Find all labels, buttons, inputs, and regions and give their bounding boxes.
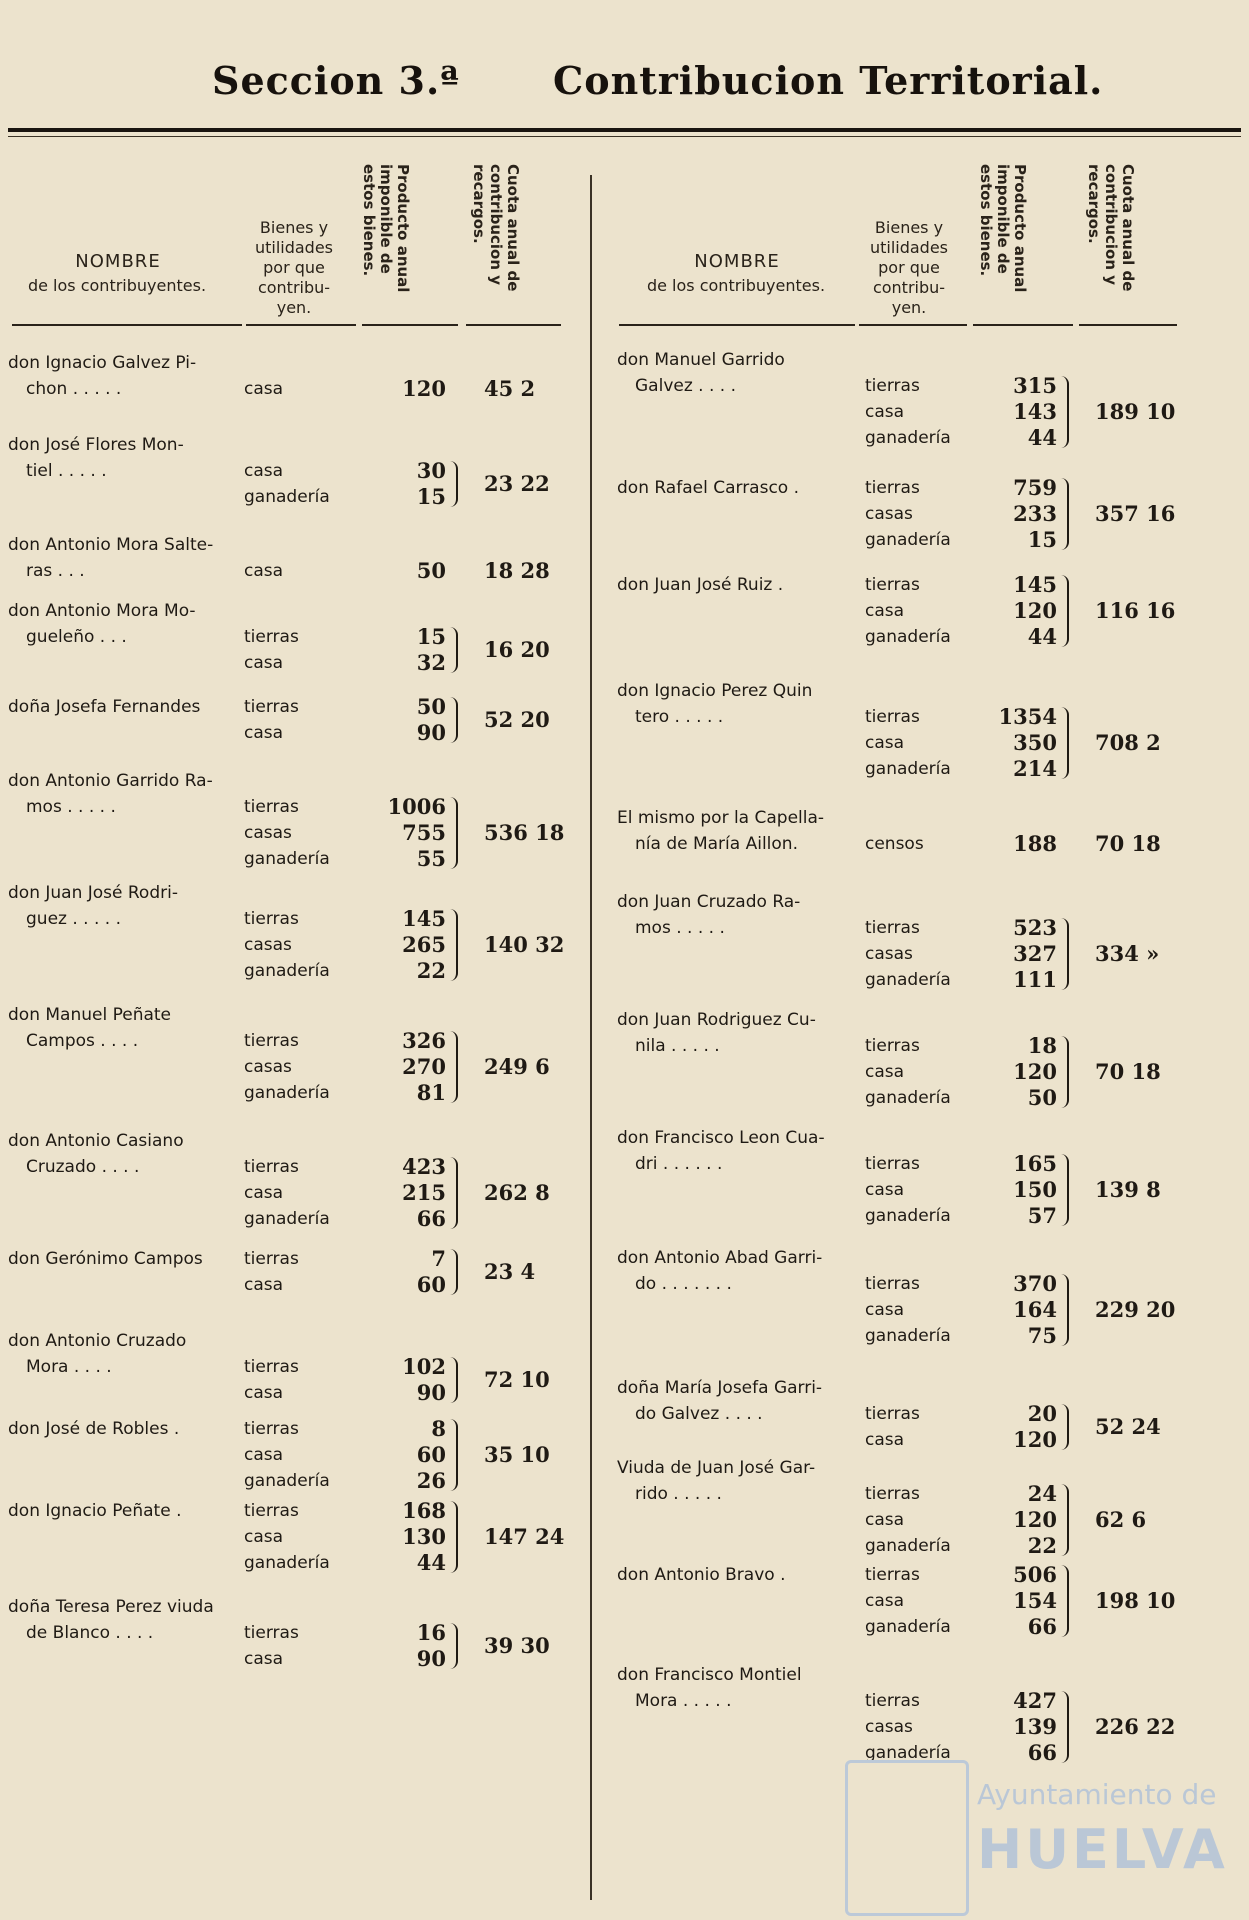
asset-type: tierras — [244, 1501, 299, 1521]
contributor-name: don Antonio Mora Mo- — [8, 601, 196, 621]
grouping-brace — [1059, 707, 1069, 779]
grouping-brace — [448, 1419, 458, 1491]
contributor-name: don Francisco Montiel — [617, 1665, 802, 1685]
header-underline — [362, 324, 458, 326]
asset-type: ganadería — [244, 961, 330, 981]
watermark — [845, 1760, 1245, 1910]
contributor-name: don Juan José Rodri- — [8, 883, 178, 903]
asset-value: 214 — [1013, 756, 1057, 781]
annual-quota: 139 8 — [1095, 1177, 1161, 1202]
asset-value: 20 — [1027, 1401, 1057, 1426]
asset-type: tierras — [865, 478, 920, 498]
header-bienes: Bienes y utilidades por que contribu-yen. — [869, 218, 949, 317]
asset-type: ganadería — [244, 1209, 330, 1229]
grouping-brace — [1059, 1565, 1069, 1637]
annual-quota: 70 18 — [1095, 1059, 1161, 1084]
section-heading: Contribucion Territorial. — [553, 58, 1104, 103]
asset-value: 50 — [1027, 1085, 1057, 1110]
asset-type: tierras — [865, 1565, 920, 1585]
asset-value: 164 — [1013, 1297, 1057, 1322]
asset-value: 759 — [1013, 475, 1057, 500]
contributor-name: don Juan José Ruiz . — [617, 575, 784, 595]
asset-type: casa — [244, 1183, 284, 1203]
grouping-brace — [1059, 1274, 1069, 1346]
asset-value: 15 — [416, 484, 446, 509]
asset-type: casa — [244, 461, 284, 481]
grouping-brace — [448, 627, 458, 673]
asset-type: casas — [865, 944, 913, 964]
asset-type: casas — [244, 1057, 292, 1077]
grouping-brace — [448, 1501, 458, 1573]
asset-type: casa — [244, 1445, 284, 1465]
header-producto: Producto anual imponible de estos bienes. — [977, 164, 1029, 293]
asset-type: ganadería — [865, 759, 951, 779]
asset-value: 60 — [416, 1272, 446, 1297]
grouping-brace — [1059, 1036, 1069, 1108]
asset-type: casa — [244, 653, 284, 673]
asset-type: casa — [865, 601, 905, 621]
annual-quota: 35 10 — [484, 1442, 550, 1467]
asset-type: ganadería — [865, 1617, 951, 1637]
asset-value: 120 — [1013, 1507, 1057, 1532]
asset-type: casa — [244, 723, 284, 743]
asset-type: tierras — [244, 1031, 299, 1051]
asset-type: ganadería — [865, 627, 951, 647]
left-column — [8, 140, 575, 1671]
grouping-brace — [1059, 478, 1069, 550]
contributor-name: mos . . . . . — [26, 797, 116, 817]
header-underline — [619, 324, 855, 326]
watermark-line-1: Ayuntamiento de — [977, 1778, 1217, 1811]
asset-value: 44 — [1027, 425, 1057, 450]
contributor-name: chon . . . . . — [26, 379, 122, 399]
annual-quota: 536 18 — [484, 820, 565, 845]
contributor-name: nía de María Aillon. — [635, 834, 798, 854]
header-nombre: NOMBRE — [75, 251, 161, 272]
asset-value: 265 — [402, 932, 446, 957]
contributor-name: don Ignacio Galvez Pi- — [8, 353, 197, 373]
contributor-name: ras . . . — [26, 561, 85, 581]
asset-type: casas — [244, 823, 292, 843]
asset-type: ganadería — [244, 1471, 330, 1491]
asset-type: tierras — [244, 627, 299, 647]
asset-value: 423 — [402, 1154, 446, 1179]
asset-type: ganadería — [244, 1553, 330, 1573]
grouping-brace — [1059, 1154, 1069, 1226]
contributor-name: don Antonio Garrido Ra- — [8, 771, 213, 791]
contributor-name: tero . . . . . — [635, 707, 724, 727]
watermark-line-2: HUELVA — [977, 1818, 1228, 1881]
grouping-brace — [448, 1623, 458, 1669]
contributor-name: tiel . . . . . — [26, 461, 107, 481]
asset-type: ganadería — [865, 970, 951, 990]
annual-quota: 198 10 — [1095, 1588, 1176, 1613]
contributor-name: doña María Josefa Garri- — [617, 1378, 823, 1398]
contributor-name: mos . . . . . — [635, 918, 725, 938]
contributor-name: don Antonio Casiano — [8, 1131, 184, 1151]
contributor-name: rido . . . . . — [635, 1484, 722, 1504]
contributor-name: don José Flores Mon- — [8, 435, 184, 455]
asset-value: 370 — [1013, 1271, 1057, 1296]
asset-value: 66 — [1027, 1740, 1057, 1765]
asset-value: 66 — [1027, 1614, 1057, 1639]
grouping-brace — [448, 797, 458, 869]
asset-value: 90 — [416, 720, 446, 745]
grouping-brace — [448, 461, 458, 507]
asset-value: 30 — [416, 458, 446, 483]
annual-quota: 357 16 — [1095, 501, 1176, 526]
annual-quota: 116 16 — [1095, 598, 1176, 623]
right-header — [617, 140, 1177, 320]
asset-type: casa — [865, 1591, 905, 1611]
asset-type: tierras — [244, 1157, 299, 1177]
contributor-name: don Manuel Garrido — [617, 350, 785, 370]
asset-value: 139 — [1013, 1714, 1057, 1739]
right-column — [617, 140, 1177, 1765]
asset-value: 165 — [1013, 1151, 1057, 1176]
header-bienes: Bienes y utilidades por que contribu-yen. — [254, 218, 334, 317]
asset-value: 120 — [1013, 1427, 1057, 1452]
top-rule-thin — [8, 136, 1241, 137]
header-producto: Producto anual imponible de estos bienes. — [360, 164, 412, 293]
asset-value: 102 — [402, 1354, 446, 1379]
header-underline — [859, 324, 967, 326]
asset-type: tierras — [865, 1404, 920, 1424]
asset-type: ganadería — [865, 1088, 951, 1108]
grouping-brace — [448, 697, 458, 743]
asset-value: 523 — [1013, 915, 1057, 940]
annual-quota: 334 » — [1095, 941, 1160, 966]
annual-quota: 226 22 — [1095, 1714, 1176, 1739]
annual-quota: 18 28 — [484, 558, 550, 583]
header-nombre: NOMBRE — [694, 251, 780, 272]
asset-value: 270 — [402, 1054, 446, 1079]
asset-type: ganadería — [865, 1536, 951, 1556]
annual-quota: 16 20 — [484, 637, 550, 662]
asset-value: 16 — [416, 1620, 446, 1645]
annual-quota: 70 18 — [1095, 831, 1161, 856]
annual-quota: 45 2 — [484, 376, 536, 401]
asset-value: 81 — [416, 1080, 446, 1105]
annual-quota: 72 10 — [484, 1367, 550, 1392]
grouping-brace — [1059, 1484, 1069, 1556]
header-nombre-sub: de los contribuyentes. — [27, 276, 207, 295]
grouping-brace — [448, 1357, 458, 1403]
asset-type: casa — [244, 379, 284, 399]
annual-quota: 708 2 — [1095, 730, 1161, 755]
asset-type: casa — [244, 1275, 284, 1295]
asset-value: 90 — [416, 1646, 446, 1671]
contributor-name: don Antonio Abad Garri- — [617, 1248, 823, 1268]
grouping-brace — [448, 909, 458, 981]
asset-type: tierras — [244, 1357, 299, 1377]
annual-quota: 140 32 — [484, 932, 565, 957]
annual-quota: 249 6 — [484, 1054, 550, 1079]
asset-value: 24 — [1027, 1481, 1057, 1506]
asset-type: casa — [244, 1383, 284, 1403]
asset-type: ganadería — [865, 530, 951, 550]
contributor-name: Cruzado . . . . — [26, 1157, 140, 1177]
grouping-brace — [448, 1157, 458, 1229]
asset-type: tierras — [244, 697, 299, 717]
asset-type: tierras — [865, 918, 920, 938]
asset-value: 7 — [431, 1246, 446, 1271]
asset-type: casa — [865, 1062, 905, 1082]
asset-value: 1006 — [387, 794, 446, 819]
asset-value: 120 — [1013, 1059, 1057, 1084]
section-label: Seccion 3.ª — [212, 58, 460, 103]
annual-quota: 23 22 — [484, 471, 550, 496]
asset-value: 8 — [431, 1416, 446, 1441]
asset-value: 350 — [1013, 730, 1057, 755]
contributor-name: El mismo por la Capella- — [617, 808, 825, 828]
asset-value: 18 — [1027, 1033, 1057, 1058]
asset-value: 15 — [1027, 527, 1057, 552]
asset-value: 168 — [402, 1498, 446, 1523]
left-header — [8, 140, 575, 320]
asset-value: 120 — [1013, 598, 1057, 623]
asset-value: 44 — [1027, 624, 1057, 649]
contributor-name: Viuda de Juan José Gar- — [617, 1458, 816, 1478]
asset-value: 427 — [1013, 1688, 1057, 1713]
header-cuota: Cuota anual de contribucion y recargos. — [1085, 164, 1137, 292]
asset-value: 75 — [1027, 1323, 1057, 1348]
asset-value: 506 — [1013, 1562, 1057, 1587]
asset-value: 326 — [402, 1028, 446, 1053]
asset-value: 755 — [402, 820, 446, 845]
asset-type: ganadería — [865, 1206, 951, 1226]
contributor-name: don Ignacio Peñate . — [8, 1501, 182, 1521]
annual-quota: 52 24 — [1095, 1414, 1161, 1439]
asset-value: 22 — [416, 958, 446, 983]
asset-type: tierras — [244, 909, 299, 929]
annual-quota: 39 30 — [484, 1633, 550, 1658]
contributor-name: doña Teresa Perez viuda — [8, 1597, 214, 1617]
asset-type: casa — [244, 1649, 284, 1669]
grouping-brace — [1059, 376, 1069, 448]
asset-type: censos — [865, 834, 924, 854]
contributor-name: gueleño . . . — [26, 627, 127, 647]
page-title — [0, 58, 1249, 118]
contributor-name: don José de Robles . — [8, 1419, 180, 1439]
asset-value: 145 — [1013, 572, 1057, 597]
annual-quota: 229 20 — [1095, 1297, 1176, 1322]
asset-type: casa — [865, 1300, 905, 1320]
contributor-name: do . . . . . . . — [635, 1274, 732, 1294]
annual-quota: 23 4 — [484, 1259, 536, 1284]
asset-type: tierras — [244, 797, 299, 817]
asset-type: casa — [865, 402, 905, 422]
contributor-name: don Antonio Cruzado — [8, 1331, 187, 1351]
contributor-name: don Antonio Bravo . — [617, 1565, 786, 1585]
asset-value: 32 — [416, 650, 446, 675]
grouping-brace — [448, 1031, 458, 1103]
asset-value: 50 — [416, 694, 446, 719]
asset-value: 150 — [1013, 1177, 1057, 1202]
header-underline — [246, 324, 356, 326]
header-nombre-sub: de los contribuyentes. — [646, 276, 826, 295]
contributor-name: don Manuel Peñate — [8, 1005, 172, 1025]
asset-type: ganadería — [865, 1326, 951, 1346]
contributor-name: Mora . . . . — [26, 1357, 112, 1377]
asset-type: tierras — [865, 376, 920, 396]
annual-quota: 189 10 — [1095, 399, 1176, 424]
city-seal-icon — [845, 1760, 969, 1916]
top-rule — [8, 128, 1241, 132]
asset-type: casa — [244, 1527, 284, 1547]
asset-type: tierras — [244, 1623, 299, 1643]
asset-value: 60 — [416, 1442, 446, 1467]
annual-quota: 147 24 — [484, 1524, 565, 1549]
grouping-brace — [1059, 575, 1069, 647]
contributor-name: doña Josefa Fernandes — [8, 697, 201, 717]
asset-type: ganadería — [865, 428, 951, 448]
contributor-name: Galvez . . . . — [635, 376, 736, 396]
asset-value: 1354 — [998, 704, 1057, 729]
contributor-name: Campos . . . . — [26, 1031, 139, 1051]
asset-type: tierras — [244, 1419, 299, 1439]
asset-value: 111 — [1013, 967, 1057, 992]
asset-value: 154 — [1013, 1588, 1057, 1613]
asset-value: 55 — [416, 846, 446, 871]
asset-type: casa — [865, 1180, 905, 1200]
grouping-brace — [1059, 1691, 1069, 1763]
column-separator — [590, 175, 592, 1900]
asset-type: tierras — [865, 1274, 920, 1294]
asset-type: casa — [865, 1430, 905, 1450]
asset-value: 120 — [402, 376, 446, 401]
asset-type: casa — [865, 1510, 905, 1530]
asset-type: tierras — [244, 1249, 299, 1269]
asset-type: ganadería — [244, 487, 330, 507]
asset-type: tierras — [865, 1484, 920, 1504]
asset-value: 44 — [416, 1550, 446, 1575]
asset-type: tierras — [865, 575, 920, 595]
asset-type: casa — [244, 561, 284, 581]
contributor-name: do Galvez . . . . — [635, 1404, 763, 1424]
grouping-brace — [448, 1249, 458, 1295]
header-underline — [466, 324, 561, 326]
asset-type: casas — [244, 935, 292, 955]
annual-quota: 262 8 — [484, 1180, 550, 1205]
asset-type: ganadería — [865, 1743, 951, 1763]
contributor-name: don Ignacio Perez Quin — [617, 681, 813, 701]
annual-quota: 52 20 — [484, 707, 550, 732]
asset-value: 327 — [1013, 941, 1057, 966]
asset-type: casa — [865, 733, 905, 753]
grouping-brace — [1059, 1404, 1069, 1450]
asset-value: 15 — [416, 624, 446, 649]
asset-value: 143 — [1013, 399, 1057, 424]
asset-value: 90 — [416, 1380, 446, 1405]
contributor-name: nila . . . . . — [635, 1036, 720, 1056]
asset-type: ganadería — [244, 849, 330, 869]
asset-value: 130 — [402, 1524, 446, 1549]
header-underline — [1079, 324, 1177, 326]
asset-value: 145 — [402, 906, 446, 931]
asset-type: tierras — [865, 707, 920, 727]
asset-value: 50 — [416, 558, 446, 583]
contributor-name: don Gerónimo Campos — [8, 1249, 203, 1269]
contributor-name: don Antonio Mora Salte- — [8, 535, 214, 555]
contributor-name: don Rafael Carrasco . — [617, 478, 800, 498]
header-underline — [12, 324, 242, 326]
annual-quota: 62 6 — [1095, 1507, 1147, 1532]
grouping-brace — [1059, 918, 1069, 990]
contributor-name: dri . . . . . . — [635, 1154, 723, 1174]
asset-type: tierras — [865, 1154, 920, 1174]
contributor-name: Mora . . . . . — [635, 1691, 732, 1711]
asset-value: 57 — [1027, 1203, 1057, 1228]
asset-type: casas — [865, 1717, 913, 1737]
asset-value: 26 — [416, 1468, 446, 1493]
contributor-name: de Blanco . . . . — [26, 1623, 154, 1643]
asset-value: 315 — [1013, 373, 1057, 398]
asset-value: 215 — [402, 1180, 446, 1205]
asset-type: tierras — [865, 1691, 920, 1711]
contributor-name: don Juan Rodriguez Cu- — [617, 1010, 816, 1030]
header-underline — [973, 324, 1073, 326]
asset-type: tierras — [865, 1036, 920, 1056]
contributor-name: guez . . . . . — [26, 909, 121, 929]
asset-value: 188 — [1013, 831, 1057, 856]
asset-value: 66 — [416, 1206, 446, 1231]
asset-type: ganadería — [244, 1083, 330, 1103]
asset-value: 22 — [1027, 1533, 1057, 1558]
asset-type: casas — [865, 504, 913, 524]
contributor-name: don Juan Cruzado Ra- — [617, 892, 801, 912]
header-cuota: Cuota anual de contribucion y recargos. — [470, 164, 522, 292]
contributor-name: don Francisco Leon Cua- — [617, 1128, 825, 1148]
asset-value: 233 — [1013, 501, 1057, 526]
